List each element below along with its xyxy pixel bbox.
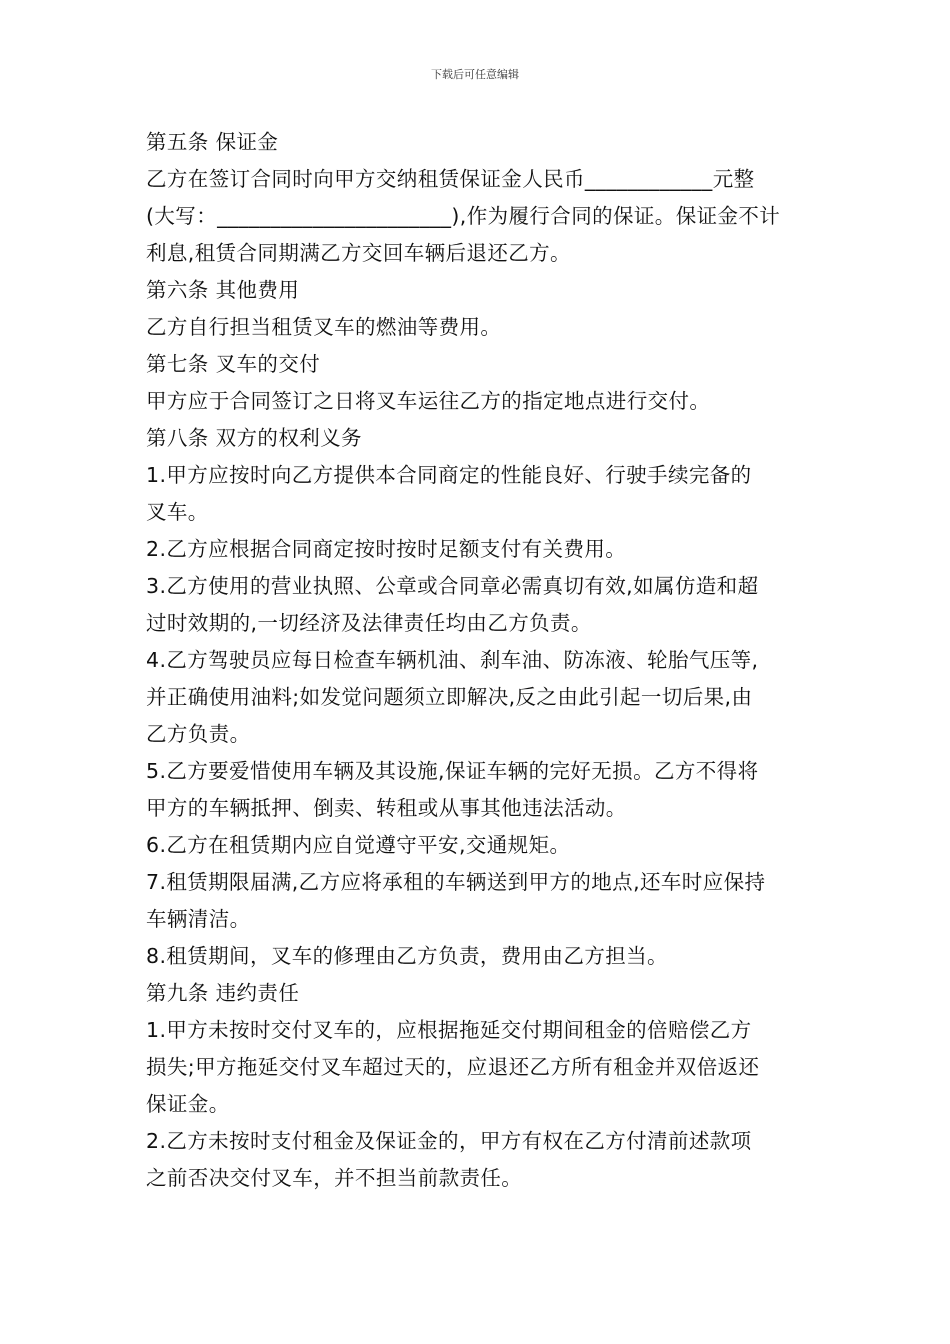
text-line: 过时效期的,一切经济及法律责任均由乙方负责。 xyxy=(146,611,592,635)
text-line: 乙方自行担当租赁叉车的燃油等费用。 xyxy=(146,315,502,339)
text-line: 损失;甲方拖延交付叉车超过天的，应退还乙方所有租金并双倍返还 xyxy=(146,1055,760,1079)
text-line: 6.乙方在租赁期内应自觉遵守平安,交通规矩。 xyxy=(146,833,571,857)
document-body xyxy=(146,124,818,1197)
text-line: 第八条 双方的权利义务 xyxy=(146,426,362,450)
text-line: 车辆清洁。 xyxy=(146,907,251,931)
text-line: 甲方的车辆抵押、倒卖、转租或从事其他违法活动。 xyxy=(146,796,627,820)
page-header: 下载后可任意编辑 xyxy=(431,68,519,81)
text-line: 保证金。 xyxy=(146,1092,230,1116)
text-line: 3.乙方使用的营业执照、公章或合同章必需真切有效,如属仿造和超 xyxy=(146,574,759,598)
text-line: 乙方在签订合同时向甲方交纳租赁保证金人民币____________元整 xyxy=(146,167,755,191)
text-line: 第七条 叉车的交付 xyxy=(146,352,321,376)
text-line: 第九条 违约责任 xyxy=(146,981,300,1005)
text-line: 并正确使用油料;如发觉问题须立即解决,反之由此引起一切后果,由 xyxy=(146,685,753,709)
text-line: 之前否决交付叉车，并不担当前款责任。 xyxy=(146,1166,523,1190)
text-line: 2.乙方未按时支付租金及保证金的，甲方有权在乙方付清前述款项 xyxy=(146,1129,752,1153)
text-line: 第五条 保证金 xyxy=(146,130,279,154)
text-line: 第六条 其他费用 xyxy=(146,278,300,302)
text-line: 甲方应于合同签订之日将叉车运往乙方的指定地点进行交付。 xyxy=(146,389,711,413)
text-line: 5.乙方要爱惜使用车辆及其设施,保证车辆的完好无损。乙方不得将 xyxy=(146,759,759,783)
text-line: 7.租赁期限届满,乙方应将承租的车辆送到甲方的地点,还车时应保持 xyxy=(146,870,766,894)
text-line: 4.乙方驾驶员应每日检查车辆机油、刹车油、防冻液、轮胎气压等, xyxy=(146,648,759,672)
text-line: (大写：______________________),作为履行合同的保证。保证金不计 xyxy=(146,204,781,228)
text-line: 1.甲方未按时交付叉车的，应根据拖延交付期间租金的倍赔偿乙方 xyxy=(146,1018,752,1042)
text-line: 叉车。 xyxy=(146,500,209,524)
text-line: 乙方负责。 xyxy=(146,722,251,746)
text-line: 1.甲方应按时向乙方提供本合同商定的性能良好、行驶手续完备的 xyxy=(146,463,752,487)
text-line: 8.租赁期间，叉车的修理由乙方负责，费用由乙方担当。 xyxy=(146,944,668,968)
text-line: 利息,租赁合同期满乙方交回车辆后退还乙方。 xyxy=(146,241,571,265)
text-line: 2.乙方应根据合同商定按时按时足额支付有关费用。 xyxy=(146,537,627,561)
